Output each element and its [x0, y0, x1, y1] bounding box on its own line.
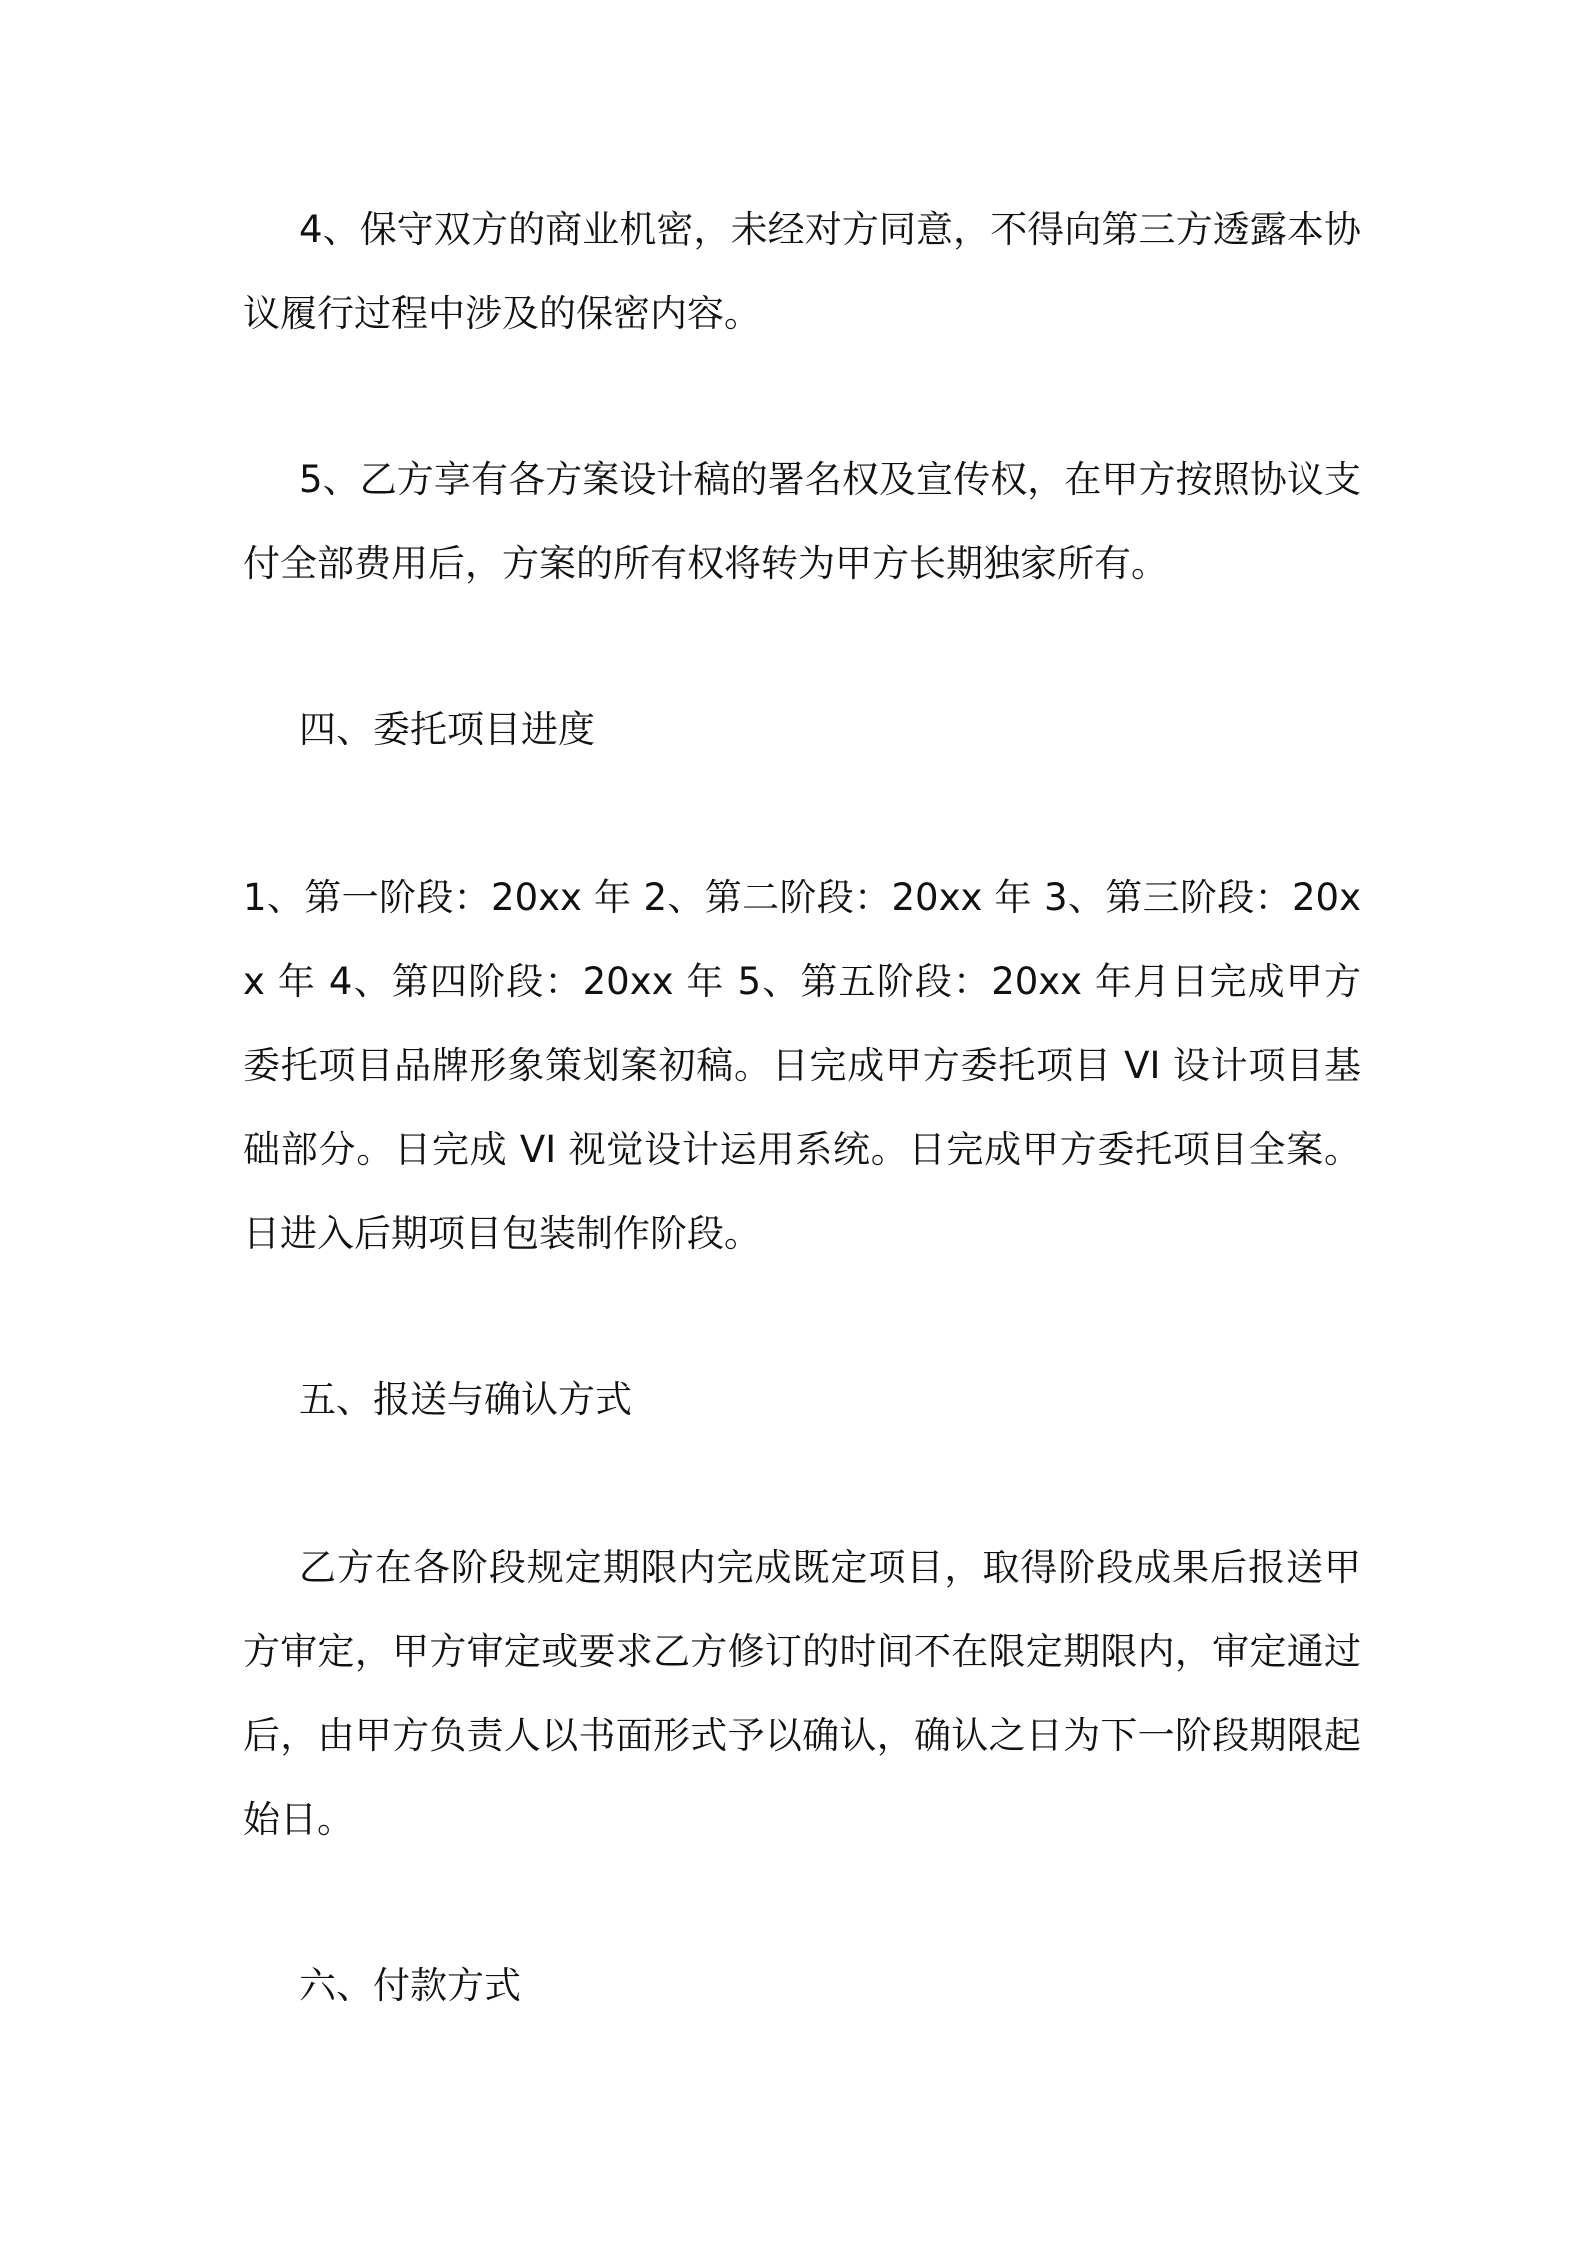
clause-confidentiality: 4、保守双方的商业机密，未经对方同意，不得向第三方透露本协议履行过程中涉及的保密内容。: [243, 208, 1361, 335]
clause-authorship-rights: 5、乙方享有各方案设计稿的署名权及宣传权，在甲方按照协议支付全部费用后，方案的所有权将转为甲方长期独家所有。: [243, 458, 1361, 585]
paragraph-submission-confirmation: 乙方在各阶段规定期限内完成既定项目，取得阶段成果后报送甲方审定，甲方审定或要求乙方修订的时间不在限定期限内，审定通过后，由甲方负责人以书面形式予以确认，确认之日为下一阶段期限起始日。: [243, 1546, 1361, 1841]
paragraph-project-stages: 1、第一阶段：20xx 年 2、第二阶段：20xx 年 3、第三阶段：20xx 年 4、第四阶段：20xx 年 5、第五阶段：20xx 年月日完成甲方委托项目品牌形象策划案初稿。日完成甲方委托项目 VI 设计项目基础部分。日完成 VI 视觉设计运用系统。日完成甲方委托项目全案。日进入后期项目包装制作阶段。: [243, 876, 1361, 1255]
section-heading-project-progress: 四、委托项目进度: [299, 708, 595, 751]
section-heading-payment-method: 六、付款方式: [299, 1964, 521, 2007]
section-heading-submission-confirmation: 五、报送与确认方式: [299, 1378, 632, 1421]
